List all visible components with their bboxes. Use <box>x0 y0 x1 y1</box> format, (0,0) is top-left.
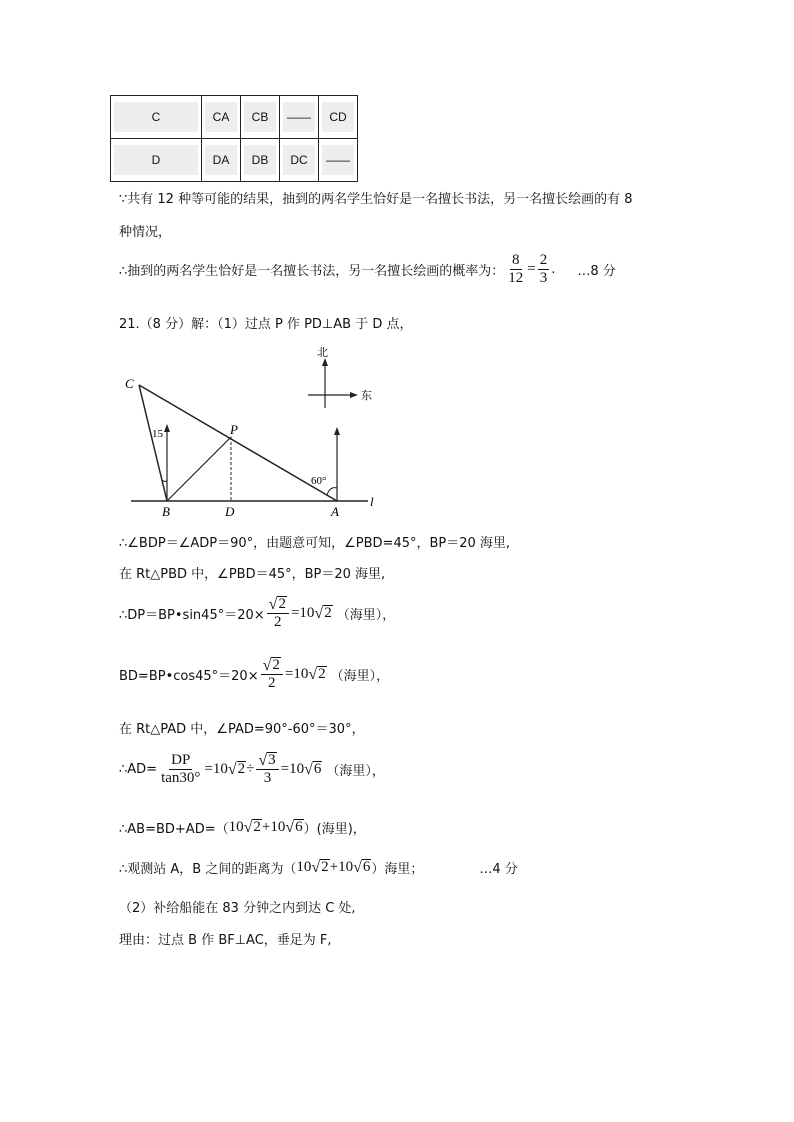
because-line-cont: 种情况， <box>119 225 172 240</box>
table-cell: —— <box>283 102 315 132</box>
label-c: C <box>125 376 134 391</box>
step-ab: ∴AB=BD+AD=（ 10 √ 2 +10 √ 6 ）(海里)， <box>119 818 366 837</box>
divide: ÷ <box>246 760 255 777</box>
numerator: 2 <box>539 252 548 268</box>
radicand: 2 <box>318 666 326 682</box>
unit: （海里）， <box>326 763 385 779</box>
dp-text: ∴DP＝BP•sin45°＝20× <box>119 607 265 623</box>
distance-suffix: ）海里； <box>371 862 424 877</box>
equals: = <box>284 665 294 682</box>
north-label: 北 <box>317 347 328 359</box>
fraction <box>261 657 283 692</box>
outcome-table <box>110 95 358 182</box>
fraction <box>506 252 525 286</box>
coefficient: +10 <box>261 819 286 835</box>
fraction <box>538 252 550 286</box>
label-b: B <box>162 504 170 519</box>
radicand: 2 <box>272 657 280 673</box>
ad-text: ∴AD= <box>119 761 158 777</box>
angle-60-label: 60° <box>311 475 327 487</box>
angle-arc-a <box>327 488 337 495</box>
step-ad: ∴AD= $\frac{DP}{\tan 30^\circ}$ = 10 √ 2 ÷ √ 3 3 = 10 √ 6 （海里）， <box>119 751 385 787</box>
numerator: √ 3 <box>256 752 278 770</box>
table-cell: —— <box>322 145 354 175</box>
label-l: l <box>370 494 374 509</box>
bd-text: BD=BP•cos45°＝20× <box>119 668 259 684</box>
table-row <box>111 96 358 139</box>
equals: = <box>290 604 300 621</box>
because-line: ∵共有 12 种等可能的结果，抽到的两名学生恰好是一名擅长书法，另一名擅长绘画的有 8 <box>119 192 633 207</box>
table-cell: DB <box>244 145 276 175</box>
radicand: 6 <box>295 819 303 836</box>
table-cell: DC <box>283 145 315 175</box>
label-d: D <box>225 504 235 519</box>
fraction <box>159 752 202 786</box>
segment-ca <box>139 385 337 501</box>
coefficient: 10 <box>296 859 312 875</box>
prob-text: ∴抽到的两名学生恰好是一名擅长书法，另一名擅长绘画的概率为： <box>119 263 505 279</box>
numerator: 8 <box>512 252 520 268</box>
segment-bp <box>167 437 231 501</box>
coefficient: +10 <box>329 859 354 875</box>
row-header: D <box>114 145 198 175</box>
radicand: 2 <box>278 596 286 612</box>
numerator: √ 2 <box>261 657 283 675</box>
table-cell: CA <box>205 102 237 132</box>
table-cell: CD <box>322 102 354 132</box>
table-cell: CB <box>244 102 276 132</box>
radicand: 2 <box>324 605 332 621</box>
unit: （海里）， <box>330 668 390 684</box>
equals: = <box>280 760 290 777</box>
radicand: 2 <box>237 761 246 777</box>
geometry-diagram <box>118 340 388 520</box>
step-distance: ∴观测站 A，B 之间的距离为（ 10 √ 2 +10 √ 6 ）海里； …4 分 <box>119 858 518 877</box>
score: …4 分 <box>479 862 518 877</box>
table-cell: DA <box>205 145 237 175</box>
label-a: A <box>331 504 339 519</box>
part-2-reason: 理由：过点 B 作 BF⊥AC，垂足为 F, <box>119 933 332 948</box>
arrowhead-icon <box>164 424 170 432</box>
radicand: 6 <box>362 859 371 876</box>
coefficient: 10 <box>228 819 244 835</box>
distance-text: ∴观测站 A，B 之间的距离为（ <box>119 862 297 877</box>
part-2: （2）补给船能在 83 分钟之内到达 C 处, <box>119 901 356 916</box>
coefficient: 10 <box>212 760 228 777</box>
segment-cb <box>139 385 167 501</box>
coefficient: 10 <box>299 604 315 621</box>
step-dp: ∴DP＝BP•sin45°＝20× √ 2 2 = 10 √ 2 （海里）， <box>119 595 396 631</box>
fraction <box>267 596 289 631</box>
step-pad: 在 Rt△PAD 中，∠PAD=90°-60°＝30°， <box>119 722 365 737</box>
fraction <box>256 752 278 787</box>
label-p: P <box>230 422 238 437</box>
north-arrow-icon <box>322 358 328 366</box>
unit: （海里）， <box>336 607 396 623</box>
ab-suffix: ）(海里)， <box>303 822 366 837</box>
probability-line <box>119 252 616 286</box>
radicand: 6 <box>313 761 322 777</box>
denominator: tan30° <box>161 769 201 786</box>
denominator: 3 <box>539 269 548 286</box>
numerator: √ 2 <box>267 596 289 614</box>
step-1: ∴∠BDP＝∠ADP＝90°，由题意可知，∠PBD=45°，BP＝20 海里, <box>119 536 511 551</box>
angle-15-label: 15 <box>152 428 163 440</box>
step-2: 在 Rt△PBD 中，∠PBD＝45°，BP＝20 海里, <box>119 567 386 582</box>
ab-text: ∴AB=BD+AD=（ <box>119 822 229 837</box>
radicand: 3 <box>268 752 276 768</box>
radicand: 2 <box>253 819 261 836</box>
denominator: 12 <box>508 269 524 286</box>
denominator: 2 <box>268 675 276 692</box>
coefficient: 10 <box>293 665 309 682</box>
arrowhead-icon <box>334 427 340 435</box>
coefficient: 10 <box>289 760 305 777</box>
radicand: 2 <box>321 859 329 876</box>
period: . <box>551 261 556 277</box>
denominator: 3 <box>263 770 272 787</box>
numerator: DP <box>171 752 191 769</box>
question-21: 21.（8 分）解：（1）过点 P 作 PD⊥AB 于 D 点， <box>119 317 413 332</box>
row-header: C <box>114 102 198 132</box>
equals: = <box>527 260 536 277</box>
table-row <box>111 139 358 182</box>
east-label: 东 <box>361 390 372 402</box>
denominator: 2 <box>274 614 282 631</box>
east-arrow-icon <box>350 392 358 398</box>
step-bd: BD=BP•cos45°＝20× √ 2 2 = 10 √ 2 （海里）， <box>119 656 390 692</box>
score: …8 分 <box>577 263 616 279</box>
equals: = <box>204 760 213 777</box>
